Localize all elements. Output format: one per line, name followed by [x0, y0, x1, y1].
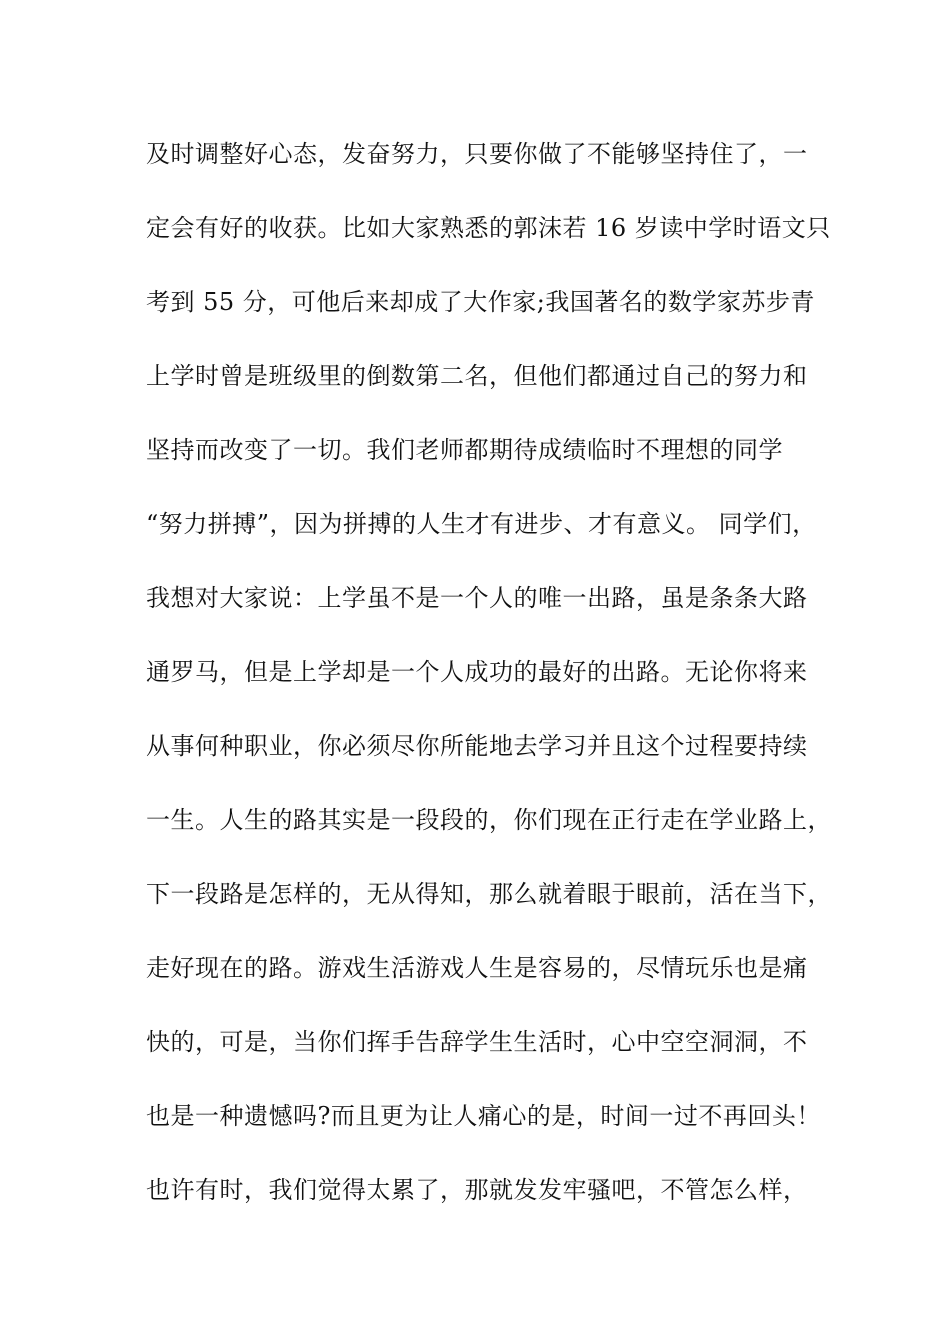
body-text — [146, 132, 832, 1242]
text-line: 下一段路是怎样的，无从得知，那么就着眼于眼前，活在当下， — [146, 880, 832, 908]
text-line: 一生。人生的路其实是一段段的，你们现在正行走在学业路上， — [146, 806, 832, 834]
text-line: 快的，可是，当你们挥手告辞学生生活时，心中空空洞洞，不 — [146, 1028, 808, 1056]
text-line: 我想对大家说：上学虽不是一个人的唯一出路，虽是条条大路 — [146, 584, 808, 612]
text-line: 也是一种遗憾吗?而且更为让人痛心的是，时间一过不再回头！ — [146, 1102, 821, 1130]
text-line: 定会有好的收获。比如大家熟悉的郭沫若 16 岁读中学时语文只 — [146, 214, 831, 242]
text-line: 走好现在的路。游戏生活游戏人生是容易的，尽情玩乐也是痛 — [146, 954, 808, 982]
text-line: 也许有时，我们觉得太累了，那就发发牢骚吧，不管怎么样， — [146, 1176, 808, 1204]
text-line: 上学时曾是班级里的倒数第二名，但他们都通过自己的努力和 — [146, 362, 808, 390]
text-line: 及时调整好心态，发奋努力，只要你做了不能够坚持住了，一 — [146, 140, 808, 168]
text-line: 坚持而改变了一切。我们老师都期待成绩临时不理想的同学 — [146, 436, 783, 464]
text-line: 通罗马，但是上学却是一个人成功的最好的出路。无论你将来 — [146, 658, 808, 686]
text-line: “努力拼搏”，因为拼搏的人生才有进步、才有意义。 同学们， — [146, 510, 817, 538]
text-line: 从事何种职业，你必须尽你所能地去学习并且这个过程要持续 — [146, 732, 808, 760]
text-line: 考到 55 分，可他后来却成了大作家;我国著名的数学家苏步青 — [146, 288, 815, 316]
